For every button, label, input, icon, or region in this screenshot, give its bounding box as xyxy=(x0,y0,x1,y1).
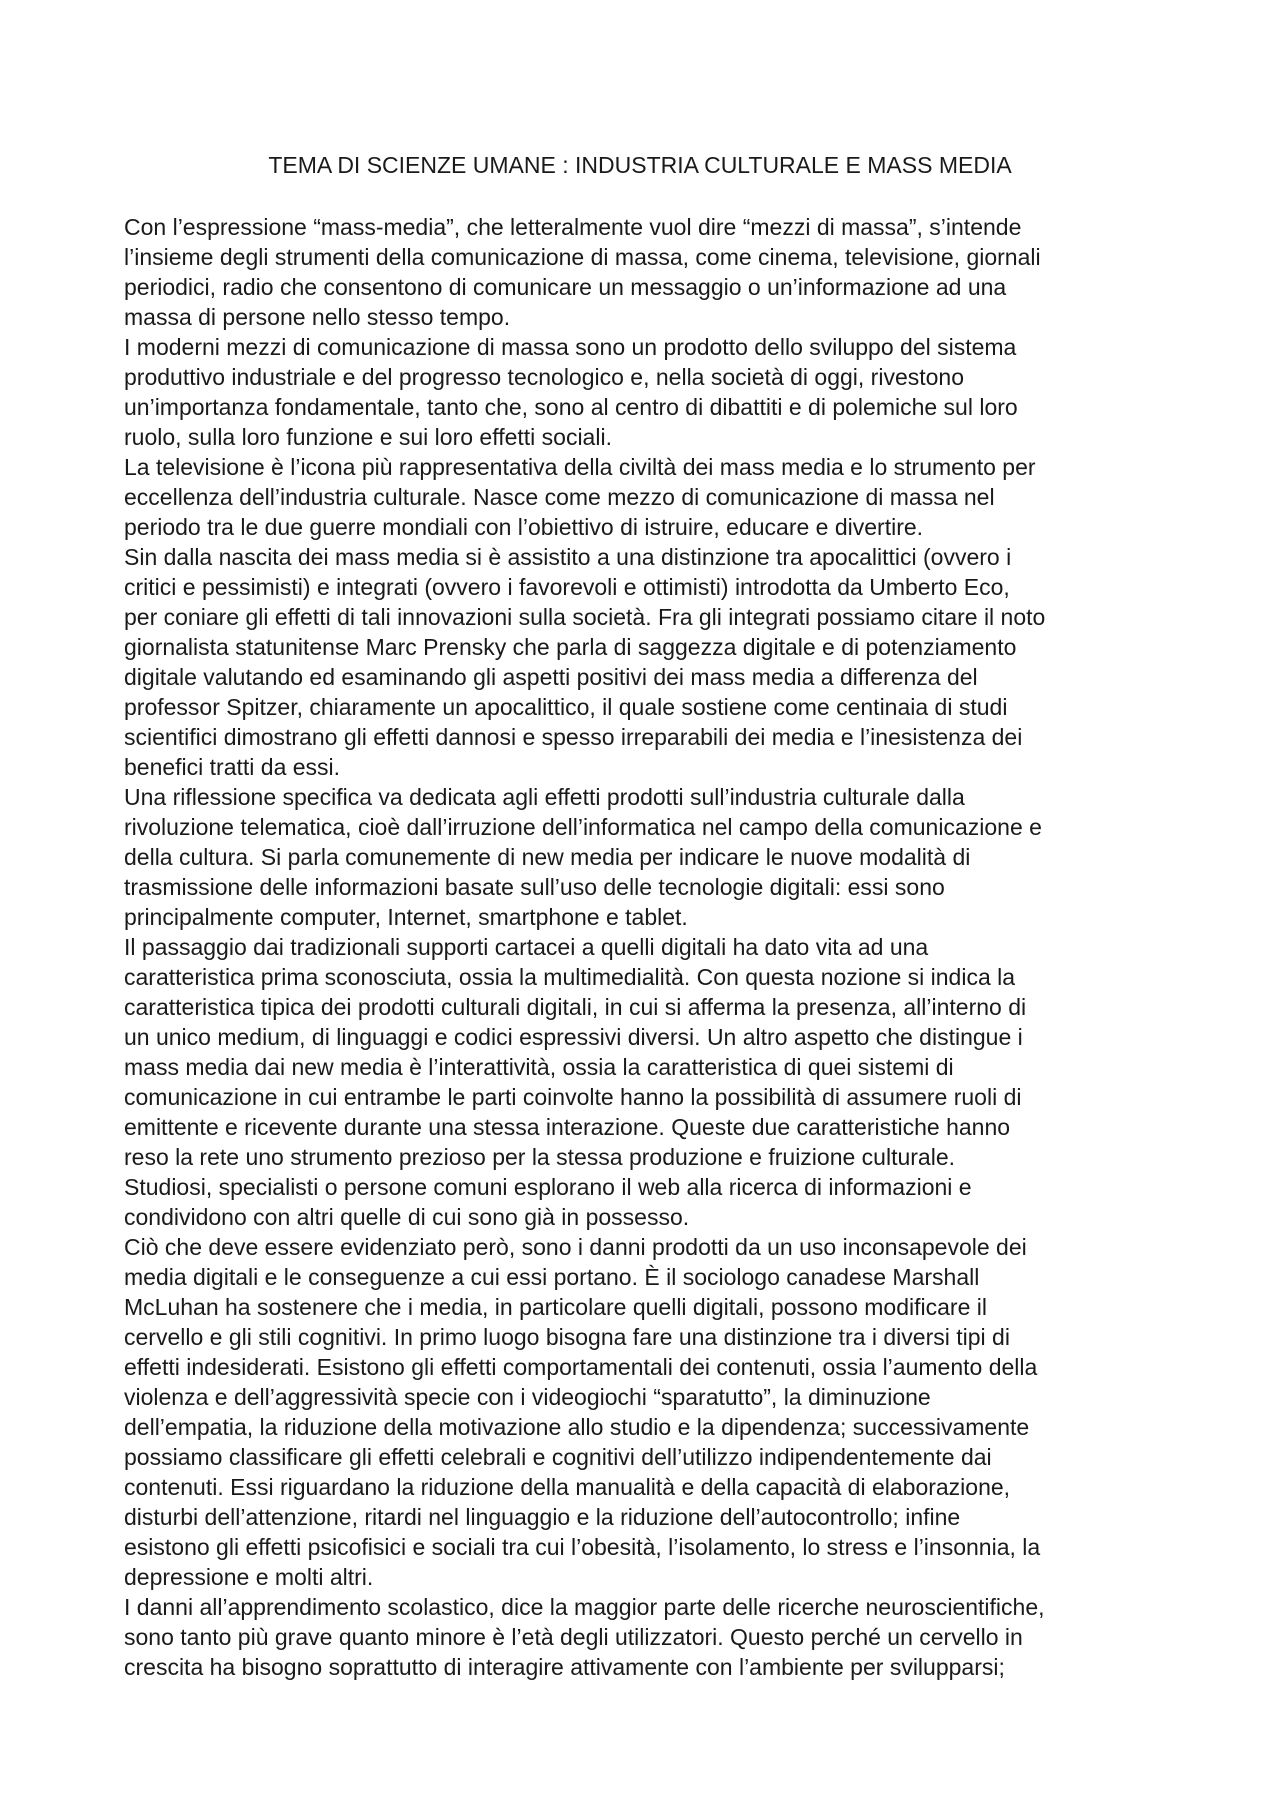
text-line: comunicazione in cui entrambe le parti coinvolte hanno la possibilità di assumere ruoli di xyxy=(124,1084,1022,1110)
text-line: scientifici dimostrano gli effetti dannosi e spesso irreparabili dei media e l’inesistenza dei xyxy=(124,724,1023,750)
text-line: un’importanza fondamentale, tanto che, sono al centro di dibattiti e di polemiche sul loro xyxy=(124,394,1018,420)
text-line: benefici tratti da essi. xyxy=(124,754,341,780)
text-line: emittente e ricevente durante una stessa interazione. Queste due caratteristiche hanno xyxy=(124,1114,1011,1140)
text-line: disturbi dell’attenzione, ritardi nel linguaggio e la riduzione dell’autocontrollo; infine xyxy=(124,1504,961,1530)
text-line: media digitali e le conseguenze a cui essi portano. È il sociologo canadese Marshall xyxy=(124,1264,980,1290)
text-line: effetti indesiderati. Esistono gli effetti comportamentali dei contenuti, ossia l’aumento della xyxy=(124,1354,1038,1380)
text-line: Ciò che deve essere evidenziato però, sono i danni prodotti da un uso inconsapevole dei xyxy=(124,1234,1027,1260)
text-line: contenuti. Essi riguardano la riduzione della manualità e della capacità di elaborazione, xyxy=(124,1474,1011,1500)
text-line: caratteristica prima sconosciuta, ossia la multimedialità. Con questa nozione si indica la xyxy=(124,964,1016,990)
text-line: I danni all’apprendimento scolastico, dice la maggior parte delle ricerche neuroscientifiche, xyxy=(124,1594,1045,1620)
text-line: massa di persone nello stesso tempo. xyxy=(124,304,511,330)
document-title: TEMA DI SCIENZE UMANE : INDUSTRIA CULTURALE E MASS MEDIA xyxy=(268,152,1012,178)
text-line: caratteristica tipica dei prodotti culturali digitali, in cui si afferma la presenza, all’interno di xyxy=(124,994,1027,1020)
text-line: Il passaggio dai tradizionali supporti cartacei a quelli digitali ha dato vita ad una xyxy=(124,934,929,960)
text-line: professor Spitzer, chiaramente un apocalittico, il quale sostiene come centinaia di studi xyxy=(124,694,1008,720)
text-line: Una riflessione specifica va dedicata agli effetti prodotti sull’industria culturale dalla xyxy=(124,784,965,810)
text-line: l’insieme degli strumenti della comunicazione di massa, come cinema, televisione, giornali xyxy=(124,244,1041,270)
text-line: La televisione è l’icona più rappresentativa della civiltà dei mass media e lo strumento per xyxy=(124,454,1036,480)
text-line: critici e pessimisti) e integrati (ovvero i favorevoli e ottimisti) introdotta da Umberto Eco, xyxy=(124,574,1010,600)
text-line: I moderni mezzi di comunicazione di massa sono un prodotto dello sviluppo del sistema xyxy=(124,334,1017,360)
text-line: digitale valutando ed esaminando gli aspetti positivi dei mass media a differenza del xyxy=(124,664,978,690)
text-line: dell’empatia, la riduzione della motivazione allo studio e la dipendenza; successivamente xyxy=(124,1414,1030,1440)
text-line: principalmente computer, Internet, smartphone e tablet. xyxy=(124,904,688,930)
text-line: McLuhan ha sostenere che i media, in particolare quelli digitali, possono modificare il xyxy=(124,1294,987,1320)
text-line: crescita ha bisogno soprattutto di interagire attivamente con l’ambiente per svilupparsi; xyxy=(124,1654,1005,1680)
text-line: Studiosi, specialisti o persone comuni esplorano il web alla ricerca di informazioni e xyxy=(124,1174,972,1200)
document-body xyxy=(124,212,1174,1682)
text-line: cervello e gli stili cognitivi. In primo luogo bisogna fare una distinzione tra i diversi tipi di xyxy=(124,1324,1010,1350)
text-line: per coniare gli effetti di tali innovazioni sulla società. Fra gli integrati possiamo citare il noto xyxy=(124,604,1046,630)
text-line: un unico medium, di linguaggi e codici espressivi diversi. Un altro aspetto che distingue i xyxy=(124,1024,1023,1050)
text-line: produttivo industriale e del progresso tecnologico e, nella società di oggi, rivestono xyxy=(124,364,965,390)
text-line: sono tanto più grave quanto minore è l’età degli utilizzatori. Questo perché un cervello in xyxy=(124,1624,1023,1650)
text-line: possiamo classificare gli effetti celebrali e cognitivi dell’utilizzo indipendentemente dai xyxy=(124,1444,992,1470)
text-line: reso la rete uno strumento prezioso per la stessa produzione e fruizione culturale. xyxy=(124,1144,956,1170)
text-line: condividono con altri quelle di cui sono già in possesso. xyxy=(124,1204,690,1230)
text-line: ruolo, sulla loro funzione e sui loro effetti sociali. xyxy=(124,424,612,450)
text-line: eccellenza dell’industria culturale. Nasce come mezzo di comunicazione di massa nel xyxy=(124,484,995,510)
text-line: periodici, radio che consentono di comunicare un messaggio o un’informazione ad una xyxy=(124,274,1007,300)
text-line: violenza e dell’aggressività specie con i videogiochi “sparatutto”, la diminuzione xyxy=(124,1384,931,1410)
text-line: Sin dalla nascita dei mass media si è assistito a una distinzione tra apocalittici (ovvero i xyxy=(124,544,1012,570)
text-line: Con l’espressione “mass-media”, che letteralmente vuol dire “mezzi di massa”, s’intende xyxy=(124,214,1022,240)
text-line: depressione e molti altri. xyxy=(124,1564,374,1590)
text-line: giornalista statunitense Marc Prensky che parla di saggezza digitale e di potenziamento xyxy=(124,634,1017,660)
text-line: mass media dai new media è l’interattività, ossia la caratteristica di quei sistemi di xyxy=(124,1054,954,1080)
text-line: trasmissione delle informazioni basate sull’uso delle tecnologie digitali: essi sono xyxy=(124,874,945,900)
text-line: periodo tra le due guerre mondiali con l’obiettivo di istruire, educare e divertire. xyxy=(124,514,924,540)
text-line: esistono gli effetti psicofisici e sociali tra cui l’obesità, l’isolamento, lo stress e l’insonnia, la xyxy=(124,1534,1041,1560)
text-line: rivoluzione telematica, cioè dall’irruzione dell’informatica nel campo della comunicazione e xyxy=(124,814,1042,840)
text-line: della cultura. Si parla comunemente di new media per indicare le nuove modalità di xyxy=(124,844,971,870)
